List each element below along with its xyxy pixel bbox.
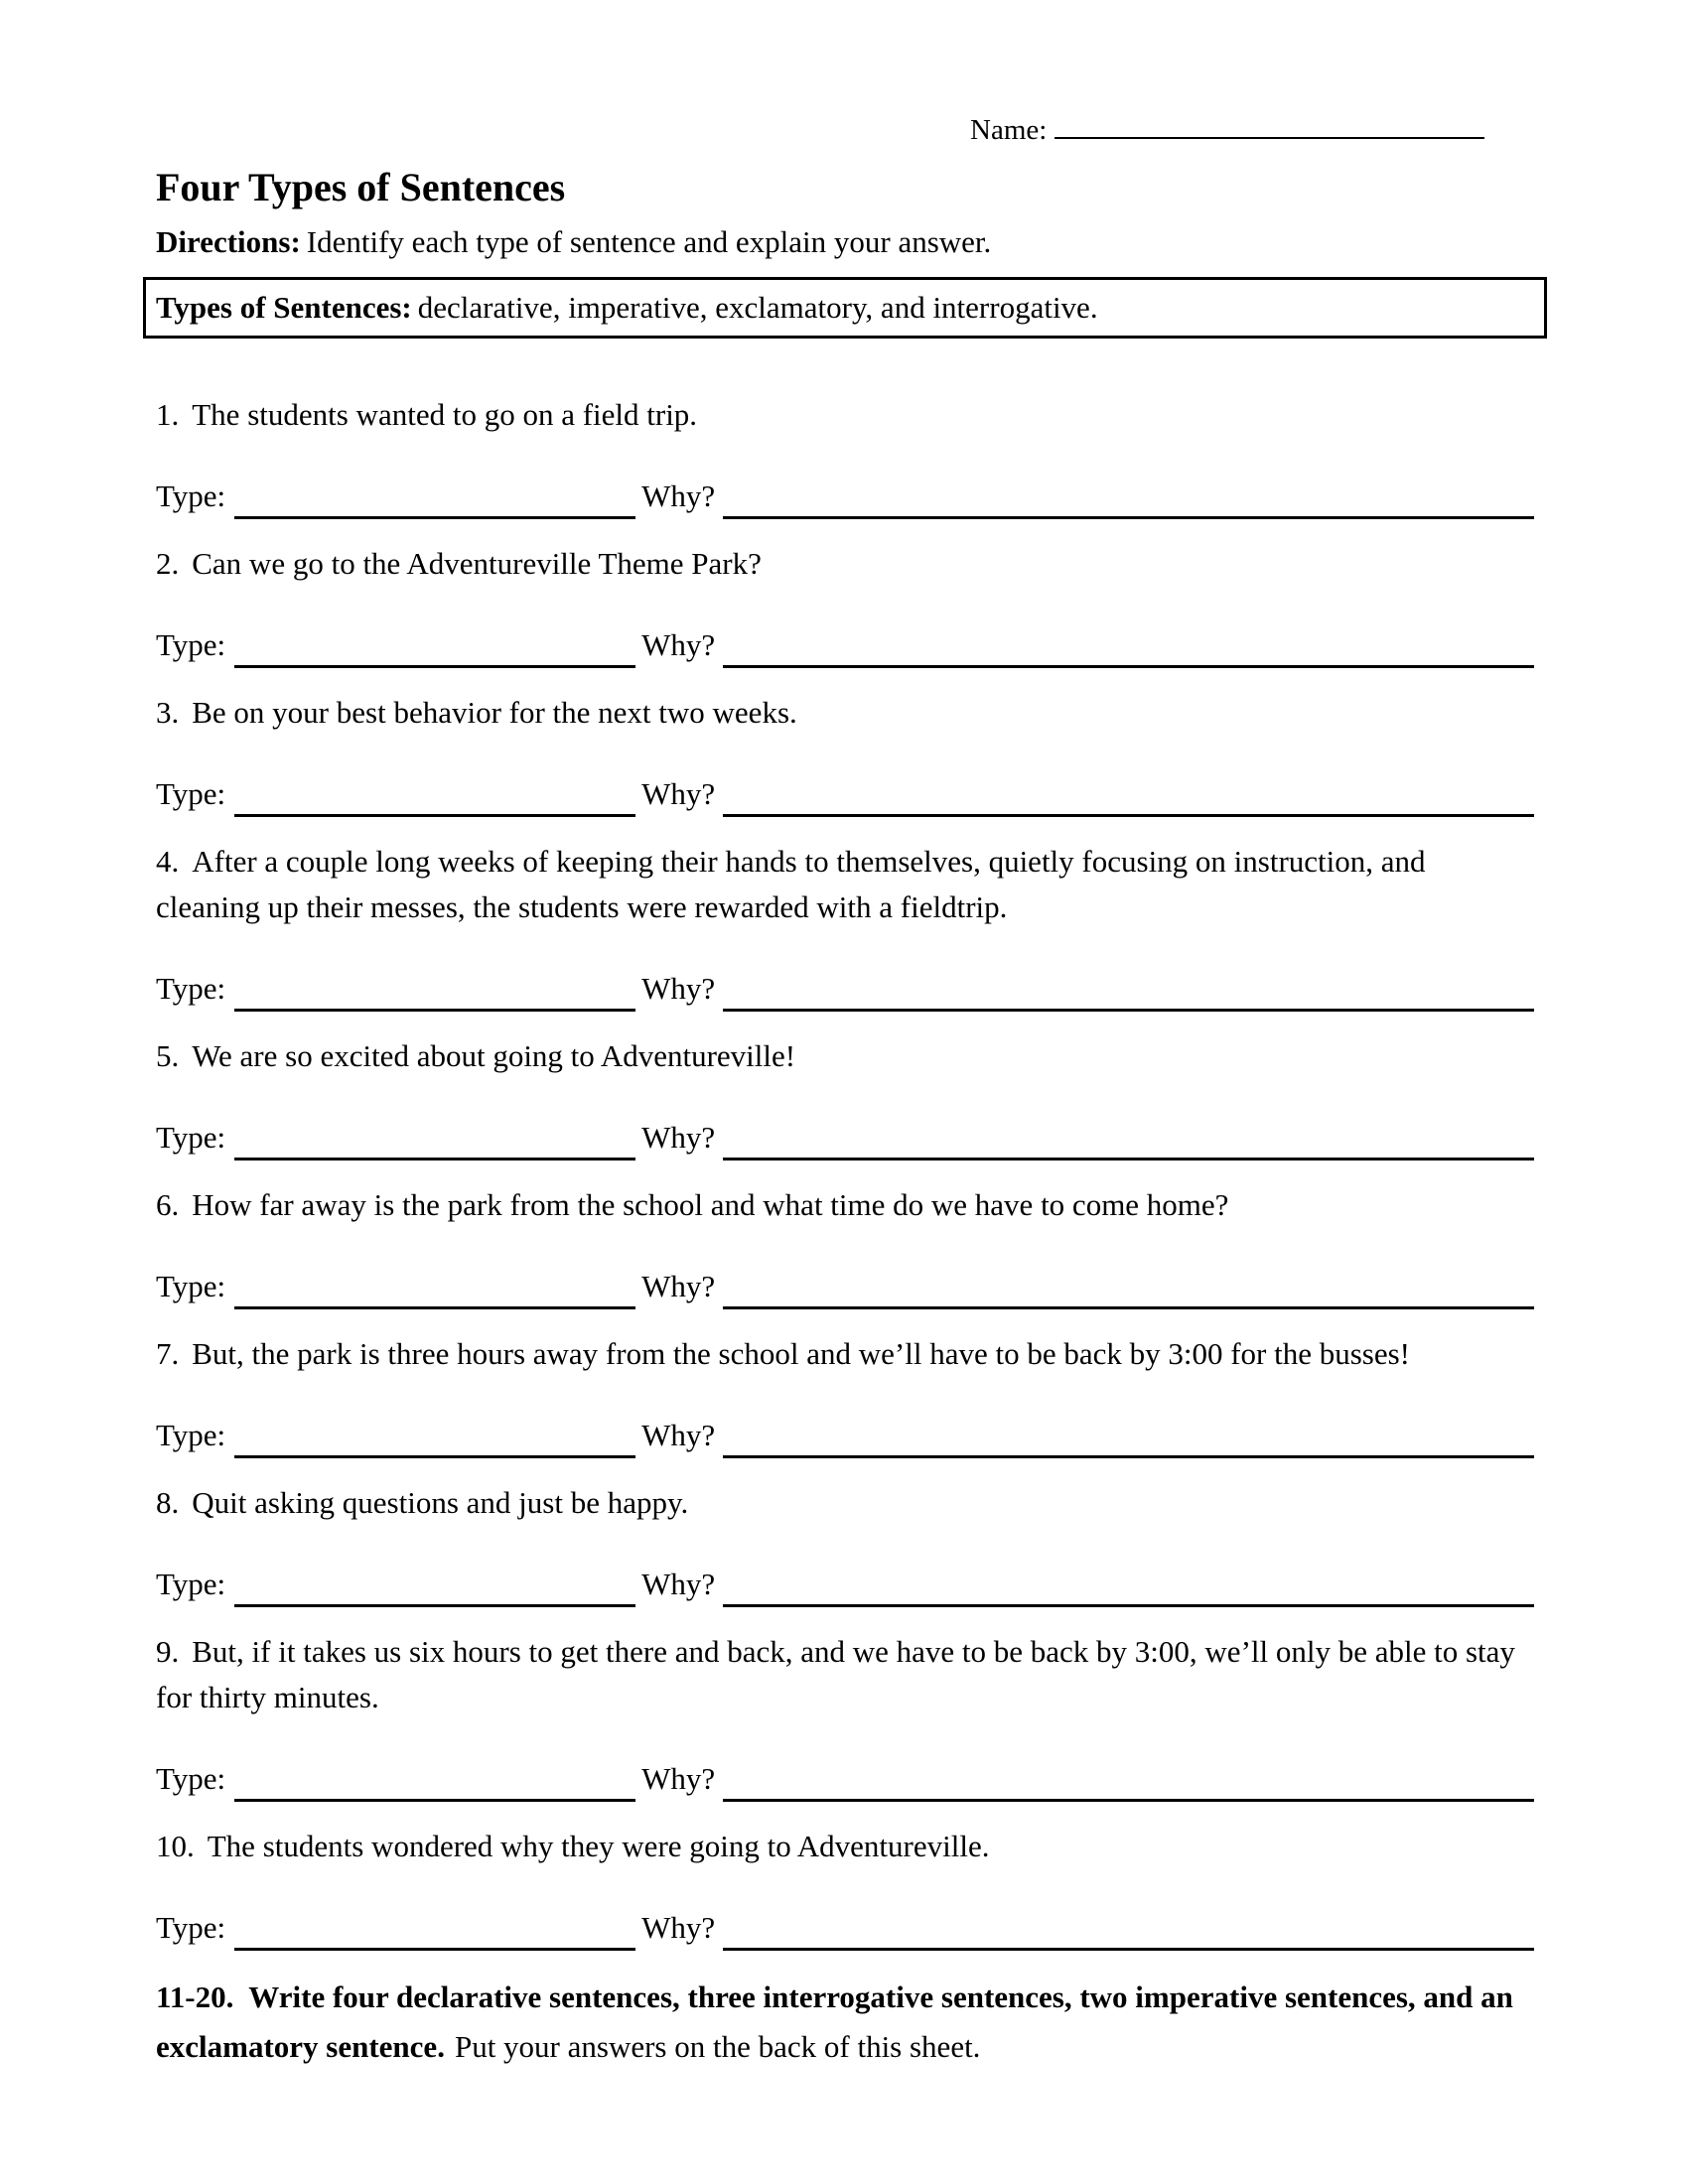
footer-normal-text: Put your answers on the back of this sheet. — [454, 2029, 981, 2064]
why-label: Why? — [641, 1418, 716, 1452]
directions — [156, 219, 1534, 265]
footer-bold-text: 11-20. Write four declarative sentences, three interrogative sentences, two imperative sentences, and an exclamatory sentence. — [156, 1979, 1513, 2064]
question-text — [156, 1480, 1534, 1526]
answer-row — [156, 1903, 1534, 1951]
question-number: 5. — [156, 1038, 180, 1073]
types-box-label: Types of Sentences: — [156, 290, 412, 325]
question-number: 10. — [156, 1829, 195, 1863]
answer-row — [156, 1754, 1534, 1802]
question-sentence: But, the park is three hours away from the school and we’ll have to be back by 3:00 for the busses! — [192, 1336, 1411, 1371]
type-label: Type: — [156, 971, 226, 1006]
type-answer-line[interactable] — [234, 1908, 635, 1951]
page-title: Four Types of Sentences — [156, 165, 566, 209]
type-answer-line[interactable] — [234, 969, 635, 1012]
question-block — [156, 839, 1534, 1012]
why-answer-line[interactable] — [723, 774, 1534, 817]
question-block — [156, 1824, 1534, 1951]
question-number: 6. — [156, 1187, 180, 1222]
question-text — [156, 1331, 1534, 1377]
type-label: Type: — [156, 1761, 226, 1796]
answer-row — [156, 964, 1534, 1012]
why-label: Why? — [641, 776, 716, 811]
question-text — [156, 541, 1534, 587]
question-sentence: But, if it takes us six hours to get there and back, and we have to be back by 3:00, we’ll only be able to stay for thirty minutes. — [156, 1634, 1515, 1714]
question-sentence: After a couple long weeks of keeping their hands to themselves, quietly focusing on instruction, and cleaning up their messes, the students were rewarded with a fieldtrip. — [156, 844, 1426, 924]
answer-row — [156, 1262, 1534, 1309]
name-row — [970, 107, 1534, 150]
why-label: Why? — [641, 1910, 716, 1945]
why-label: Why? — [641, 1761, 716, 1796]
type-label: Type: — [156, 1120, 226, 1155]
name-label: Name: — [970, 114, 1048, 146]
answer-row — [156, 1113, 1534, 1160]
why-answer-line[interactable] — [723, 1267, 1534, 1309]
directions-text: Identify each type of sentence and explain your answer. — [306, 224, 992, 259]
answer-row — [156, 472, 1534, 519]
type-answer-line[interactable] — [234, 1267, 635, 1309]
question-sentence: The students wanted to go on a field trip. — [192, 397, 698, 432]
type-label: Type: — [156, 1910, 226, 1945]
question-number: 7. — [156, 1336, 180, 1371]
type-label: Type: — [156, 1269, 226, 1303]
question-block — [156, 1033, 1534, 1160]
why-answer-line[interactable] — [723, 1118, 1534, 1160]
why-answer-line[interactable] — [723, 969, 1534, 1012]
why-answer-line[interactable] — [723, 477, 1534, 519]
why-answer-line[interactable] — [723, 1565, 1534, 1607]
question-sentence: How far away is the park from the school and what time do we have to come home? — [192, 1187, 1229, 1222]
question-block — [156, 1331, 1534, 1458]
question-block — [156, 1182, 1534, 1309]
types-box-text: declarative, imperative, exclamatory, and interrogative. — [417, 290, 1098, 325]
answer-row — [156, 1560, 1534, 1607]
questions-list — [156, 392, 1534, 1951]
question-number: 8. — [156, 1485, 180, 1520]
question-block — [156, 541, 1534, 668]
types-of-sentences-box — [143, 277, 1547, 339]
type-answer-line[interactable] — [234, 774, 635, 817]
question-sentence: The students wondered why they were going to Adventureville. — [207, 1829, 990, 1863]
type-label: Type: — [156, 478, 226, 513]
why-label: Why? — [641, 1269, 716, 1303]
why-label: Why? — [641, 1120, 716, 1155]
type-label: Type: — [156, 776, 226, 811]
why-label: Why? — [641, 971, 716, 1006]
question-block — [156, 392, 1534, 519]
question-block — [156, 690, 1534, 817]
question-text — [156, 690, 1534, 736]
why-answer-line[interactable] — [723, 1416, 1534, 1458]
answer-row — [156, 769, 1534, 817]
why-answer-line[interactable] — [723, 1759, 1534, 1802]
answer-row — [156, 1411, 1534, 1458]
question-text — [156, 392, 1534, 438]
question-sentence: Can we go to the Adventureville Theme Park? — [192, 546, 762, 581]
name-input-line[interactable] — [1055, 107, 1484, 139]
type-label: Type: — [156, 1567, 226, 1601]
answer-row — [156, 620, 1534, 668]
question-sentence: Be on your best behavior for the next two weeks. — [192, 695, 797, 730]
question-block — [156, 1629, 1534, 1802]
type-answer-line[interactable] — [234, 1416, 635, 1458]
why-label: Why? — [641, 478, 716, 513]
type-answer-line[interactable] — [234, 1565, 635, 1607]
question-block — [156, 1480, 1534, 1607]
why-answer-line[interactable] — [723, 1908, 1534, 1951]
directions-label: Directions: — [156, 224, 301, 259]
type-label: Type: — [156, 627, 226, 662]
question-number: 3. — [156, 695, 180, 730]
why-label: Why? — [641, 1567, 716, 1601]
question-sentence: We are so excited about going to Adventureville! — [192, 1038, 796, 1073]
footer-instructions — [156, 1973, 1534, 2072]
type-answer-line[interactable] — [234, 625, 635, 668]
question-text — [156, 1182, 1534, 1228]
question-number: 4. — [156, 844, 180, 879]
type-answer-line[interactable] — [234, 1118, 635, 1160]
question-number: 1. — [156, 397, 180, 432]
type-answer-line[interactable] — [234, 477, 635, 519]
type-answer-line[interactable] — [234, 1759, 635, 1802]
question-text — [156, 1033, 1534, 1079]
question-text — [156, 1629, 1534, 1720]
question-number: 2. — [156, 546, 180, 581]
question-text — [156, 839, 1534, 930]
why-label: Why? — [641, 627, 716, 662]
question-text — [156, 1824, 1534, 1869]
question-number: 9. — [156, 1634, 180, 1669]
question-sentence: Quit asking questions and just be happy. — [192, 1485, 689, 1520]
type-label: Type: — [156, 1418, 226, 1452]
why-answer-line[interactable] — [723, 625, 1534, 668]
